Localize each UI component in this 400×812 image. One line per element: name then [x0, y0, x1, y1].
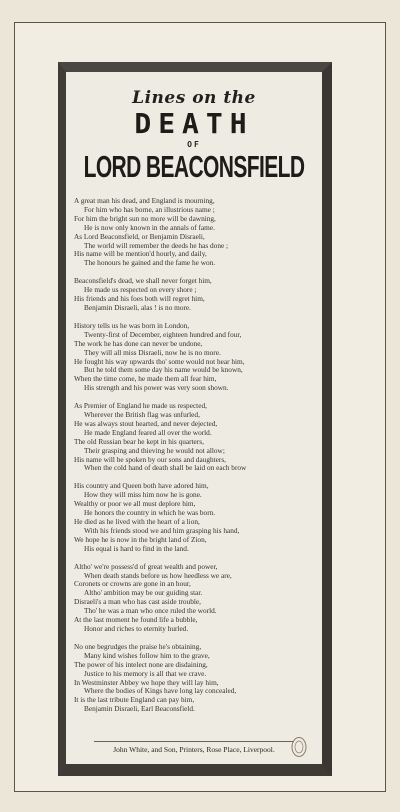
- poem-line: Twenty-first of December, eighteen hundred and four,: [84, 329, 242, 339]
- poem-line: Wealthy or poor we all must deplore him,: [74, 499, 196, 509]
- title-lines-on-the: Lines on the: [132, 88, 256, 108]
- broadside-content: [74, 72, 314, 764]
- poem-line: He made us respected on every shore ;: [84, 285, 197, 295]
- poem-line: He made England feared all over the world.: [84, 427, 212, 437]
- poem-line: Wherever the British flag was unfurled,: [84, 410, 200, 420]
- poem-line: In Westminster Abbey we hope they will lay him,: [74, 677, 219, 687]
- poem-line: But he told them some day his name would be known,: [84, 365, 243, 375]
- poem-line: At the last moment he found life a bubble,: [74, 615, 198, 625]
- poem-line: We hope he is now in the bright land of Zion,: [74, 534, 207, 544]
- poem-line: He is now only known in the annals of fame.: [84, 222, 215, 232]
- poem-line: As Lord Beaconsfield, or Benjamin Disraeli,: [74, 231, 205, 241]
- poem-line: The work he has done can never be undone,: [74, 338, 203, 348]
- poem-line: He fought his way upwards tho' some would not hear him,: [74, 356, 245, 366]
- stanza: [74, 402, 314, 473]
- poem-body: [74, 197, 314, 714]
- poem-line: The old Russian bear he kept in his quarters,: [74, 436, 204, 446]
- poem-line: His name will be spoken by our sons and daughters,: [74, 454, 226, 464]
- poem-line: His friends and his foes both will regret him,: [74, 294, 205, 304]
- poem-line: The world will remember the deeds he has done ;: [84, 240, 229, 250]
- poem-line: The honours he gained and the fame he won.: [84, 258, 216, 268]
- poem-line: The power of his intelect none are disdaining,: [74, 659, 208, 669]
- poem-line: History tells us he was born in London,: [74, 320, 190, 330]
- stanza: [74, 643, 314, 714]
- poem-line: His strength and his power was very soon shown.: [84, 383, 229, 393]
- title-death: DEATH: [134, 107, 254, 140]
- poem-line: As Premier of England he made us respected,: [74, 401, 207, 411]
- stanza: [74, 563, 314, 634]
- poem-line: They will all miss Disraeli, now he is no more.: [84, 347, 221, 357]
- title-of: OF: [187, 140, 201, 149]
- poem-line: Benjamin Disraeli, Earl Beaconsfield.: [84, 704, 195, 714]
- poem-line: His country and Queen both have adored him,: [74, 481, 209, 491]
- poem-line: Benjamin Disraeli, alas ! is no more.: [84, 302, 191, 312]
- poem-line: His equal is hard to find in the land.: [84, 543, 189, 553]
- poem-line: For him the bright sun no more will be dawning,: [74, 213, 216, 223]
- poem-line: He honors the country in which he was born.: [84, 508, 216, 518]
- poem-line: Altho' ambition may be our guiding star.: [84, 588, 203, 598]
- poem-line: Coronets or crowns are gone in an hour,: [74, 579, 191, 589]
- stanza: [74, 322, 314, 393]
- poem-line: With his friends stood we and him grasping his hand,: [84, 525, 240, 535]
- poem-line: When the cold hand of death shall be laid on each brow: [84, 463, 247, 473]
- poem-line: Tho' he was a man who once ruled the world.: [84, 606, 217, 616]
- library-stamp-icon: [290, 736, 308, 758]
- stanza: [74, 482, 314, 553]
- poem-line: He was always stout hearted, and never dejected,: [74, 418, 218, 428]
- title-lord-beaconsfield: LORD BEACONSFIELD: [83, 151, 305, 185]
- poem-line: Disraeli's a man who has cast aside trouble,: [74, 597, 201, 607]
- poem-line: Altho' we're possess'd of great wealth and power,: [74, 561, 218, 571]
- poem-line: Many kind wishes follow him to the grave,: [84, 650, 210, 660]
- poem-line: He died as he lived with the heart of a lion,: [74, 517, 200, 526]
- poem-line: When the time come, he made them all fear him,: [74, 374, 217, 384]
- broadside-sheet: [58, 62, 332, 776]
- poem-line: When death stands before us how heedless we are,: [84, 570, 232, 580]
- poem-line: Their grasping and thieving he would not allow;: [84, 445, 225, 455]
- imprint-rule: [94, 741, 294, 742]
- printer-imprint: John White, and Son, Printers, Rose Place, Liverpool.: [113, 745, 275, 754]
- poem-line: A great man his dead, and England is mourning,: [74, 196, 215, 205]
- stanza: [74, 197, 314, 268]
- stanza: [74, 277, 314, 313]
- poem-line: His name will be mention'd hourly, and daily,: [74, 249, 207, 259]
- poem-line: For him who has borne, an illustrious name ;: [84, 204, 215, 214]
- poem-line: Where the bodies of Kings have long lay concealed,: [84, 686, 237, 696]
- poem-line: It is the last tribute England can pay him,: [74, 695, 195, 705]
- poem-line: Beaconsfield's dead, we shall never forget him,: [74, 276, 212, 286]
- poem-line: Justice to his memory is all that we crave.: [84, 668, 207, 678]
- poem-line: Honor and riches to eternity hurled.: [84, 623, 189, 633]
- poem-line: No one begrudges the praise he's obtaining,: [74, 641, 202, 651]
- poem-line: How they will miss him now he is gone.: [84, 490, 202, 500]
